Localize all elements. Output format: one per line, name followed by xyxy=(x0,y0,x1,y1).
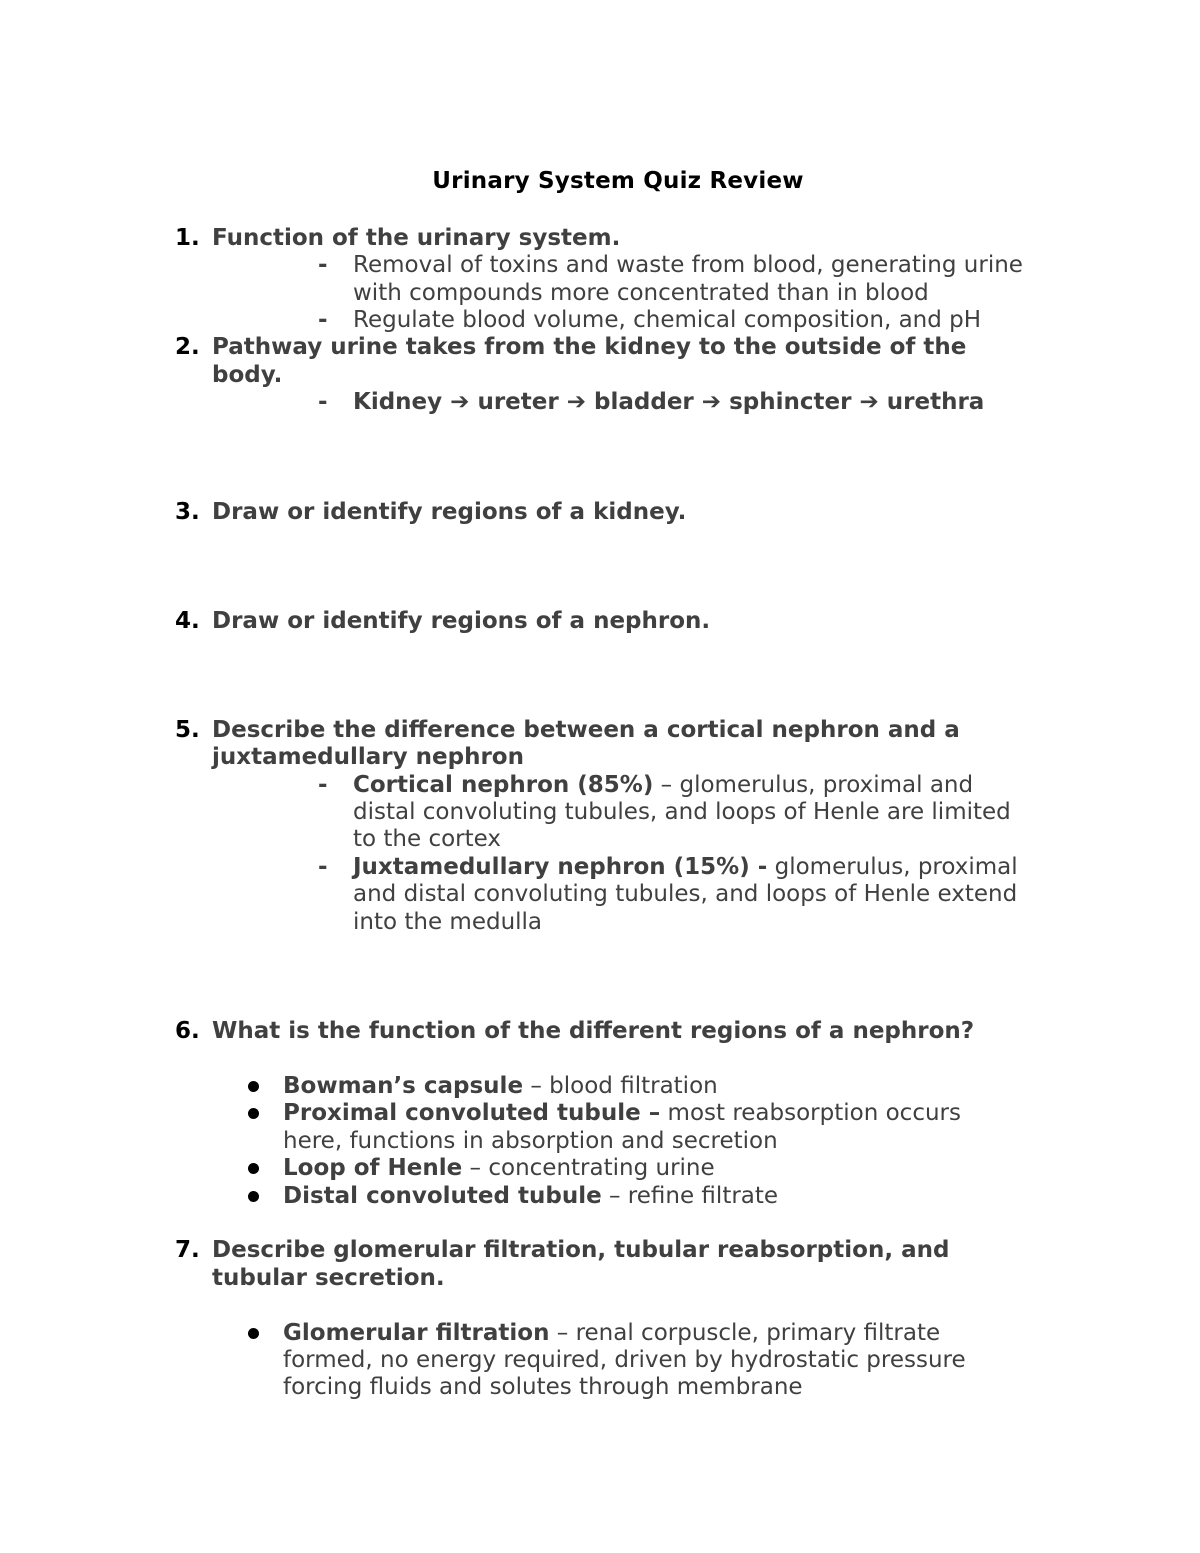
bullet-icon xyxy=(248,1328,259,1339)
q5-juxta-line2: and distal convoluting tubules, and loops of Henle extend xyxy=(353,881,1018,907)
dash-marker: - xyxy=(318,389,328,415)
pathway-step-ureter: ureter xyxy=(477,389,559,415)
q2-number: 2. xyxy=(175,334,200,360)
dash-marker: - xyxy=(318,772,328,798)
bullet-icon xyxy=(248,1191,259,1202)
q6-item-3: Loop of Henle – concentrating urine xyxy=(283,1155,715,1181)
q5-cortical-line2: distal convoluting tubules, and loops of Henle are limited xyxy=(353,799,1011,825)
q1-question: Function of the urinary system. xyxy=(212,225,621,251)
q5-number: 5. xyxy=(175,717,200,743)
q6-item-2-cont: here, functions in absorption and secretion xyxy=(283,1128,778,1154)
arrow-right-icon: ➔ xyxy=(701,389,722,415)
q5-cortical-line3: to the cortex xyxy=(353,826,502,852)
q2-question-line2: body. xyxy=(212,362,283,388)
q7-number: 7. xyxy=(175,1237,200,1263)
q5-question-line2: juxtamedullary nephron xyxy=(212,744,524,770)
dash-marker: - xyxy=(318,252,328,278)
pathway-step-urethra: urethra xyxy=(886,389,985,415)
dash-marker: - xyxy=(318,854,328,880)
q7-item-1-cont2: forcing fluids and solutes through membrane xyxy=(283,1374,803,1400)
cortical-term: Cortical nephron (85%) xyxy=(353,772,654,798)
bullet-icon xyxy=(248,1081,259,1092)
arrow-right-icon: ➔ xyxy=(450,389,470,415)
bullet-icon xyxy=(248,1108,259,1119)
q7-item-1: Glomerular filtration – renal corpuscle, primary filtrate xyxy=(283,1320,941,1346)
q2-pathway xyxy=(353,388,984,416)
bullet-icon xyxy=(248,1163,259,1174)
pathway-step-bladder: bladder xyxy=(594,389,694,415)
q5-question-line1: Describe the difference between a cortical nephron and a xyxy=(212,717,960,743)
q1-answer-2: Regulate blood volume, chemical composition, and pH xyxy=(353,307,982,333)
q2-question-line1: Pathway urine takes from the kidney to the outside of the xyxy=(212,334,967,360)
q6-item-1: Bowman’s capsule – blood filtration xyxy=(283,1073,718,1099)
q5-juxta-line3: into the medulla xyxy=(353,909,543,935)
pathway-step-kidney: Kidney xyxy=(353,389,443,415)
q5-juxta-line1: Juxtamedullary nephron (15%) - glomerulus, proximal xyxy=(353,854,1018,880)
juxta-term: Juxtamedullary nephron (15%) xyxy=(353,854,750,880)
q6-item-2: Proximal convoluted tubule – most reabsorption occurs xyxy=(283,1100,961,1126)
q6-question: What is the function of the different regions of a nephron? xyxy=(212,1018,975,1044)
q4-question: Draw or identify regions of a nephron. xyxy=(212,608,711,634)
q7-question-line2: tubular secretion. xyxy=(212,1265,445,1291)
dash-marker: - xyxy=(318,307,328,333)
q6-number: 6. xyxy=(175,1018,200,1044)
q1-answer-1-cont: with compounds more concentrated than in blood xyxy=(353,280,929,306)
q1-number: 1. xyxy=(175,225,200,251)
q3-number: 3. xyxy=(175,499,200,525)
arrow-right-icon: ➔ xyxy=(859,389,879,415)
pathway-step-sphincter: sphincter xyxy=(729,389,852,415)
q7-question-line1: Describe glomerular filtration, tubular reabsorption, and xyxy=(212,1237,950,1263)
q5-cortical-line1: Cortical nephron (85%) – glomerulus, proximal and xyxy=(353,772,974,798)
page-title: Urinary System Quiz Review xyxy=(432,168,804,194)
q3-question: Draw or identify regions of a kidney. xyxy=(212,499,687,525)
q7-item-1-cont1: formed, no energy required, driven by hydrostatic pressure xyxy=(283,1347,966,1373)
q1-answer-1: Removal of toxins and waste from blood, generating urine xyxy=(353,252,1023,278)
q6-item-4: Distal convoluted tubule – refine filtrate xyxy=(283,1183,779,1209)
q4-number: 4. xyxy=(175,608,200,634)
arrow-right-icon: ➔ xyxy=(566,389,587,415)
